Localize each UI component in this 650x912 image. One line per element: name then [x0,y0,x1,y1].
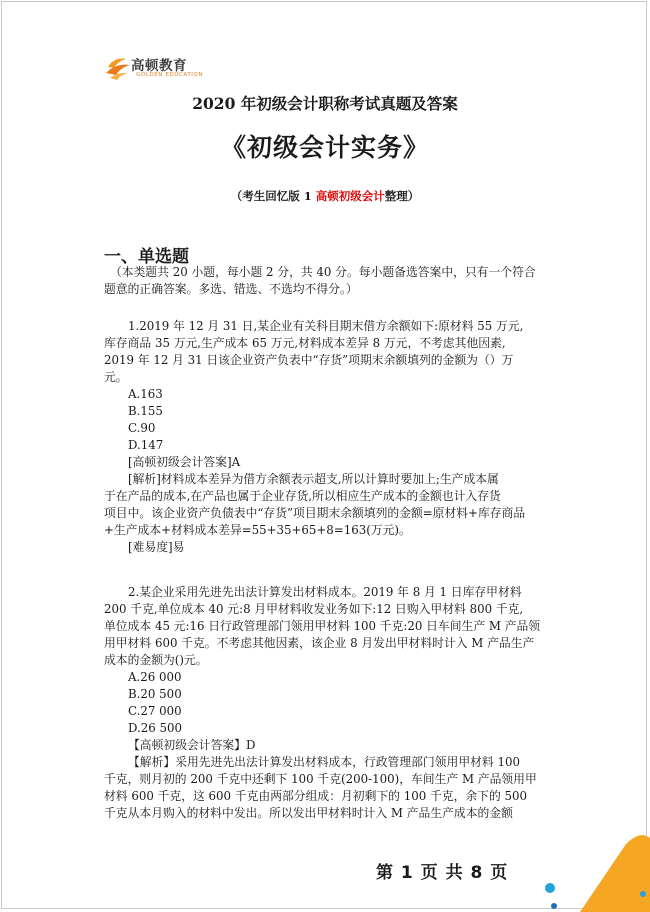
q2-answer: 【高顿初级会计答案】D [128,738,256,752]
logo-english-text: GOLDEN EDUCATION [136,72,204,78]
q2-stem-line: 成本的金额为()元。 [104,653,208,667]
q1-option-c: C.90 [128,421,156,435]
q1-analysis-line: 于在产品的成本,在产品也属于企业存货,所以相应生产成本的金额也计入存货 [104,489,501,503]
q1-stem-line: 元。 [104,370,128,384]
q1-stem-line: 1.2019 年 12 月 31 日,某企业有关科目期末借方余额如下:原材料 55 万元, [128,319,524,333]
q2-stem-line: 单位成本 45 元:16 日行政管理部门领用甲材料 100 千克:20 日车间生产 M 产品领 [104,619,541,633]
edition-note [0,188,650,204]
edition-note-highlight: 高顿初级会计 [315,189,385,203]
q2-stem-line: 200 千克,单位成本 40 元:8 月甲材料收发业务如下:12 日购入甲材料 800 千克, [104,602,524,616]
q1-analysis-line: [解析]材料成本差异为借方余额表示超支,所以计算时要加上;生产成本属 [128,472,499,486]
q2-analysis-line: 千克，则月初的 200 千克中还剩下 100 千克(200-100)，车间生产 M 产品领用甲 [104,772,537,786]
q1-analysis-line: 项目中。该企业资产负债表中“存货”项目期末余额填列的金额=原材料+库存商品 [104,506,526,520]
q2-analysis-line: 材料 600 千克，这 600 千克由两部分组成：月初剩下的 100 千克，余下的 500 [104,789,528,803]
q2-stem-line: 2.某企业采用先进先出法计算发出材料成本。2019 年 8 月 1 日库存甲材料 [128,585,522,599]
q2-option-c: C.27 000 [128,704,182,718]
logo-chinese-text: 高顿教育 [131,58,187,74]
exam-title: 2020 年初级会计职称考试真题及答案 [192,94,458,113]
subject-title: 《初级会计实务》 [220,133,429,162]
corner-decoration-icon [540,830,650,912]
q1-analysis-line: +生产成本+材料成本差异=55+35+65+8=163(万元)。 [104,523,411,537]
q1-difficulty: [难易度]易 [128,540,185,554]
edition-note-prefix: （考生回忆版 1 [230,189,316,203]
q2-option-b: B.20 500 [128,687,182,701]
q1-answer: [高顿初级会计答案]A [128,455,241,469]
page-number: 第 1 页 共 8 页 [376,863,509,883]
brand-logo [104,53,214,83]
q1-option-a: A.163 [128,387,163,401]
q2-analysis-line: 千克从本月购入的材料中发出。所以发出甲材料时计入 M 产品生产成本的金额 [104,806,513,820]
logo-mark-icon [104,53,134,81]
section-intro-line: （本类题共 20 小题，每小题 2 分，共 40 分。每小题备选答案中，只有一个符合 [110,265,536,279]
q1-option-b: B.155 [128,404,163,418]
q2-analysis-line: 【解析】采用先进先出法计算发出材料成本，行政管理部门领用甲材料 100 [128,755,520,769]
q1-stem-line: 2019 年 12 月 31 日该企业资产负表中“存货”项期末余额填列的金额为（）万 [104,353,514,367]
section-heading: 一、单选题 [104,247,189,267]
q1-stem-line: 库存商品 35 万元,生产成本 65 万元,材料成本差异 8 万元，不考虑其他因素, [104,336,506,350]
q2-stem-line: 用甲材料 600 千克。不考虑其他因素，该企业 8 月发出甲材料时计入 M 产品生产 [104,636,535,650]
edition-note-suffix: 整理） [384,189,420,203]
q2-option-a: A.26 000 [128,670,182,684]
q1-option-d: D.147 [128,438,164,452]
q2-option-d: D.26 500 [128,721,183,735]
section-intro-line: 题意的正确答案。多选、错选、不选均不得分。） [104,282,358,296]
